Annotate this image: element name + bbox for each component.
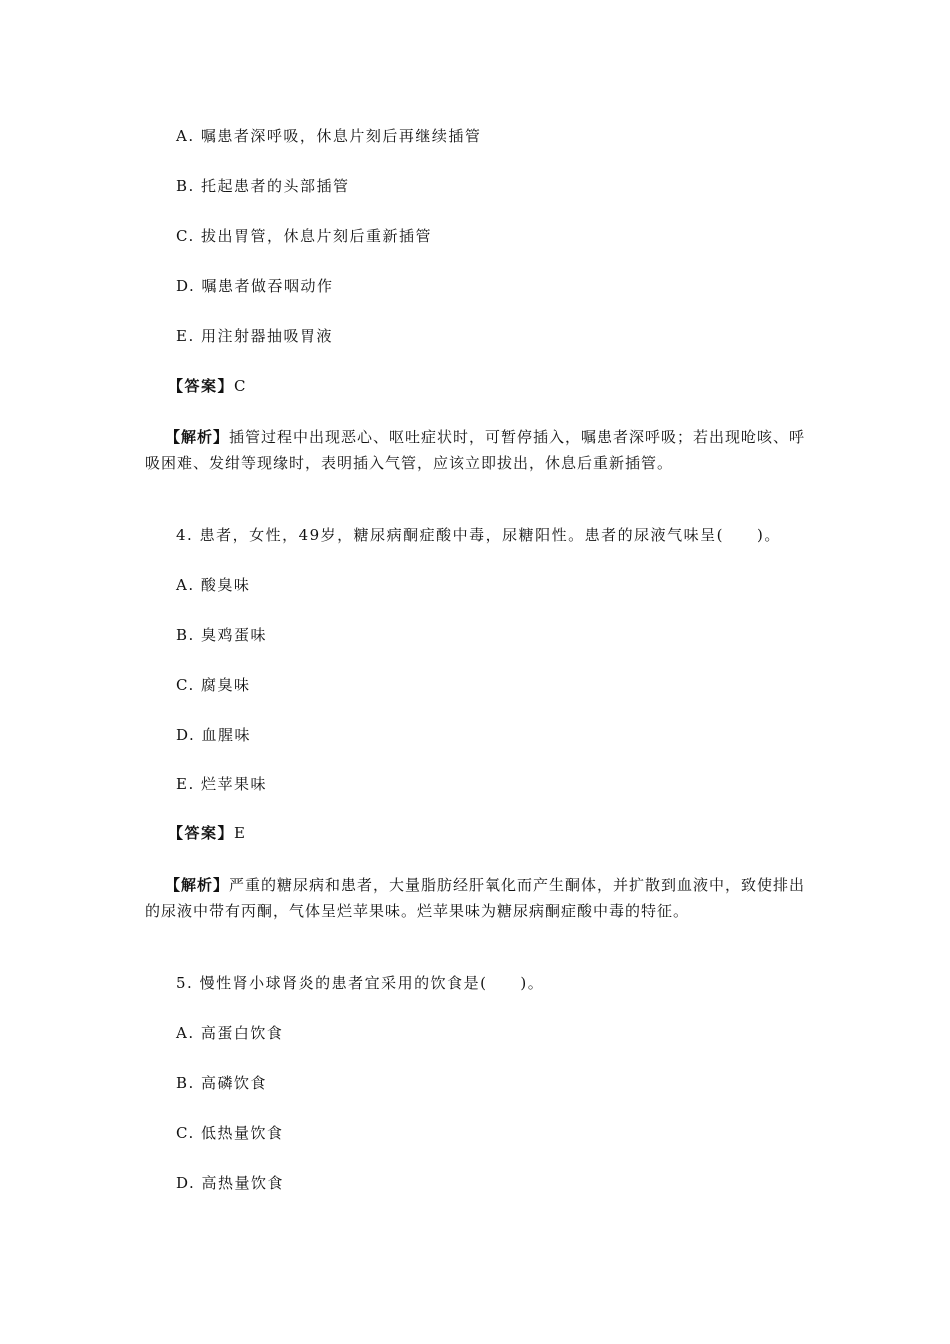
q4-analysis bbox=[145, 872, 810, 924]
q3-option-c: C. 拔出胃管，休息片刻后重新插管 bbox=[176, 227, 432, 245]
q4-answer-label: 【答案】 bbox=[168, 824, 235, 842]
q4-analysis-label: 【解析】 bbox=[165, 876, 230, 894]
q3-answer-value: C bbox=[234, 377, 247, 395]
q4-option-b: B. 臭鸡蛋味 bbox=[176, 626, 268, 644]
q4-option-a: A. 酸臭味 bbox=[176, 576, 251, 594]
q4-option-c: C. 腐臭味 bbox=[176, 676, 251, 694]
q3-option-a: A. 嘱患者深呼吸，休息片刻后再继续插管 bbox=[176, 127, 482, 145]
q5-option-d: D. 高热量饮食 bbox=[176, 1174, 285, 1192]
q3-answer bbox=[168, 376, 247, 396]
q3-option-e: E. 用注射器抽吸胃液 bbox=[176, 327, 333, 345]
q4-option-d: D. 血腥味 bbox=[176, 726, 252, 744]
q3-analysis-text: 插管过程中出现恶心、呕吐症状时，可暂停插入，嘱患者深呼吸；若出现呛咳、呼吸困难、发绀等现缘时，表明插入气管，应该立即拔出，休息后重新插管。 bbox=[145, 428, 806, 472]
q4-answer bbox=[168, 823, 246, 843]
q3-option-b: B. 托起患者的头部插管 bbox=[176, 177, 350, 195]
q4-question: 4. 患者，女性，49岁，糖尿病酮症酸中毒，尿糖阳性。患者的尿液气味呈( )。 bbox=[176, 526, 781, 544]
q4-answer-value: E bbox=[234, 824, 247, 842]
q5-question: 5. 慢性肾小球肾炎的患者宜采用的饮食是( )。 bbox=[176, 974, 545, 992]
q4-option-e: E. 烂苹果味 bbox=[176, 775, 267, 793]
q5-option-b: B. 高磷饮食 bbox=[176, 1074, 268, 1092]
q3-analysis bbox=[145, 424, 810, 476]
q4-analysis-text: 严重的糖尿病和患者，大量脂肪经肝氧化而产生酮体，并扩散到血液中，致使排出的尿液中带有丙酮，气体呈烂苹果味。烂苹果味为糖尿病酮症酸中毒的特征。 bbox=[145, 876, 806, 920]
q3-analysis-label: 【解析】 bbox=[165, 428, 230, 446]
q3-answer-label: 【答案】 bbox=[168, 377, 235, 395]
q5-option-c: C. 低热量饮食 bbox=[176, 1124, 284, 1142]
q3-option-d: D. 嘱患者做吞咽动作 bbox=[176, 277, 334, 295]
q5-option-a: A. 高蛋白饮食 bbox=[176, 1024, 284, 1042]
